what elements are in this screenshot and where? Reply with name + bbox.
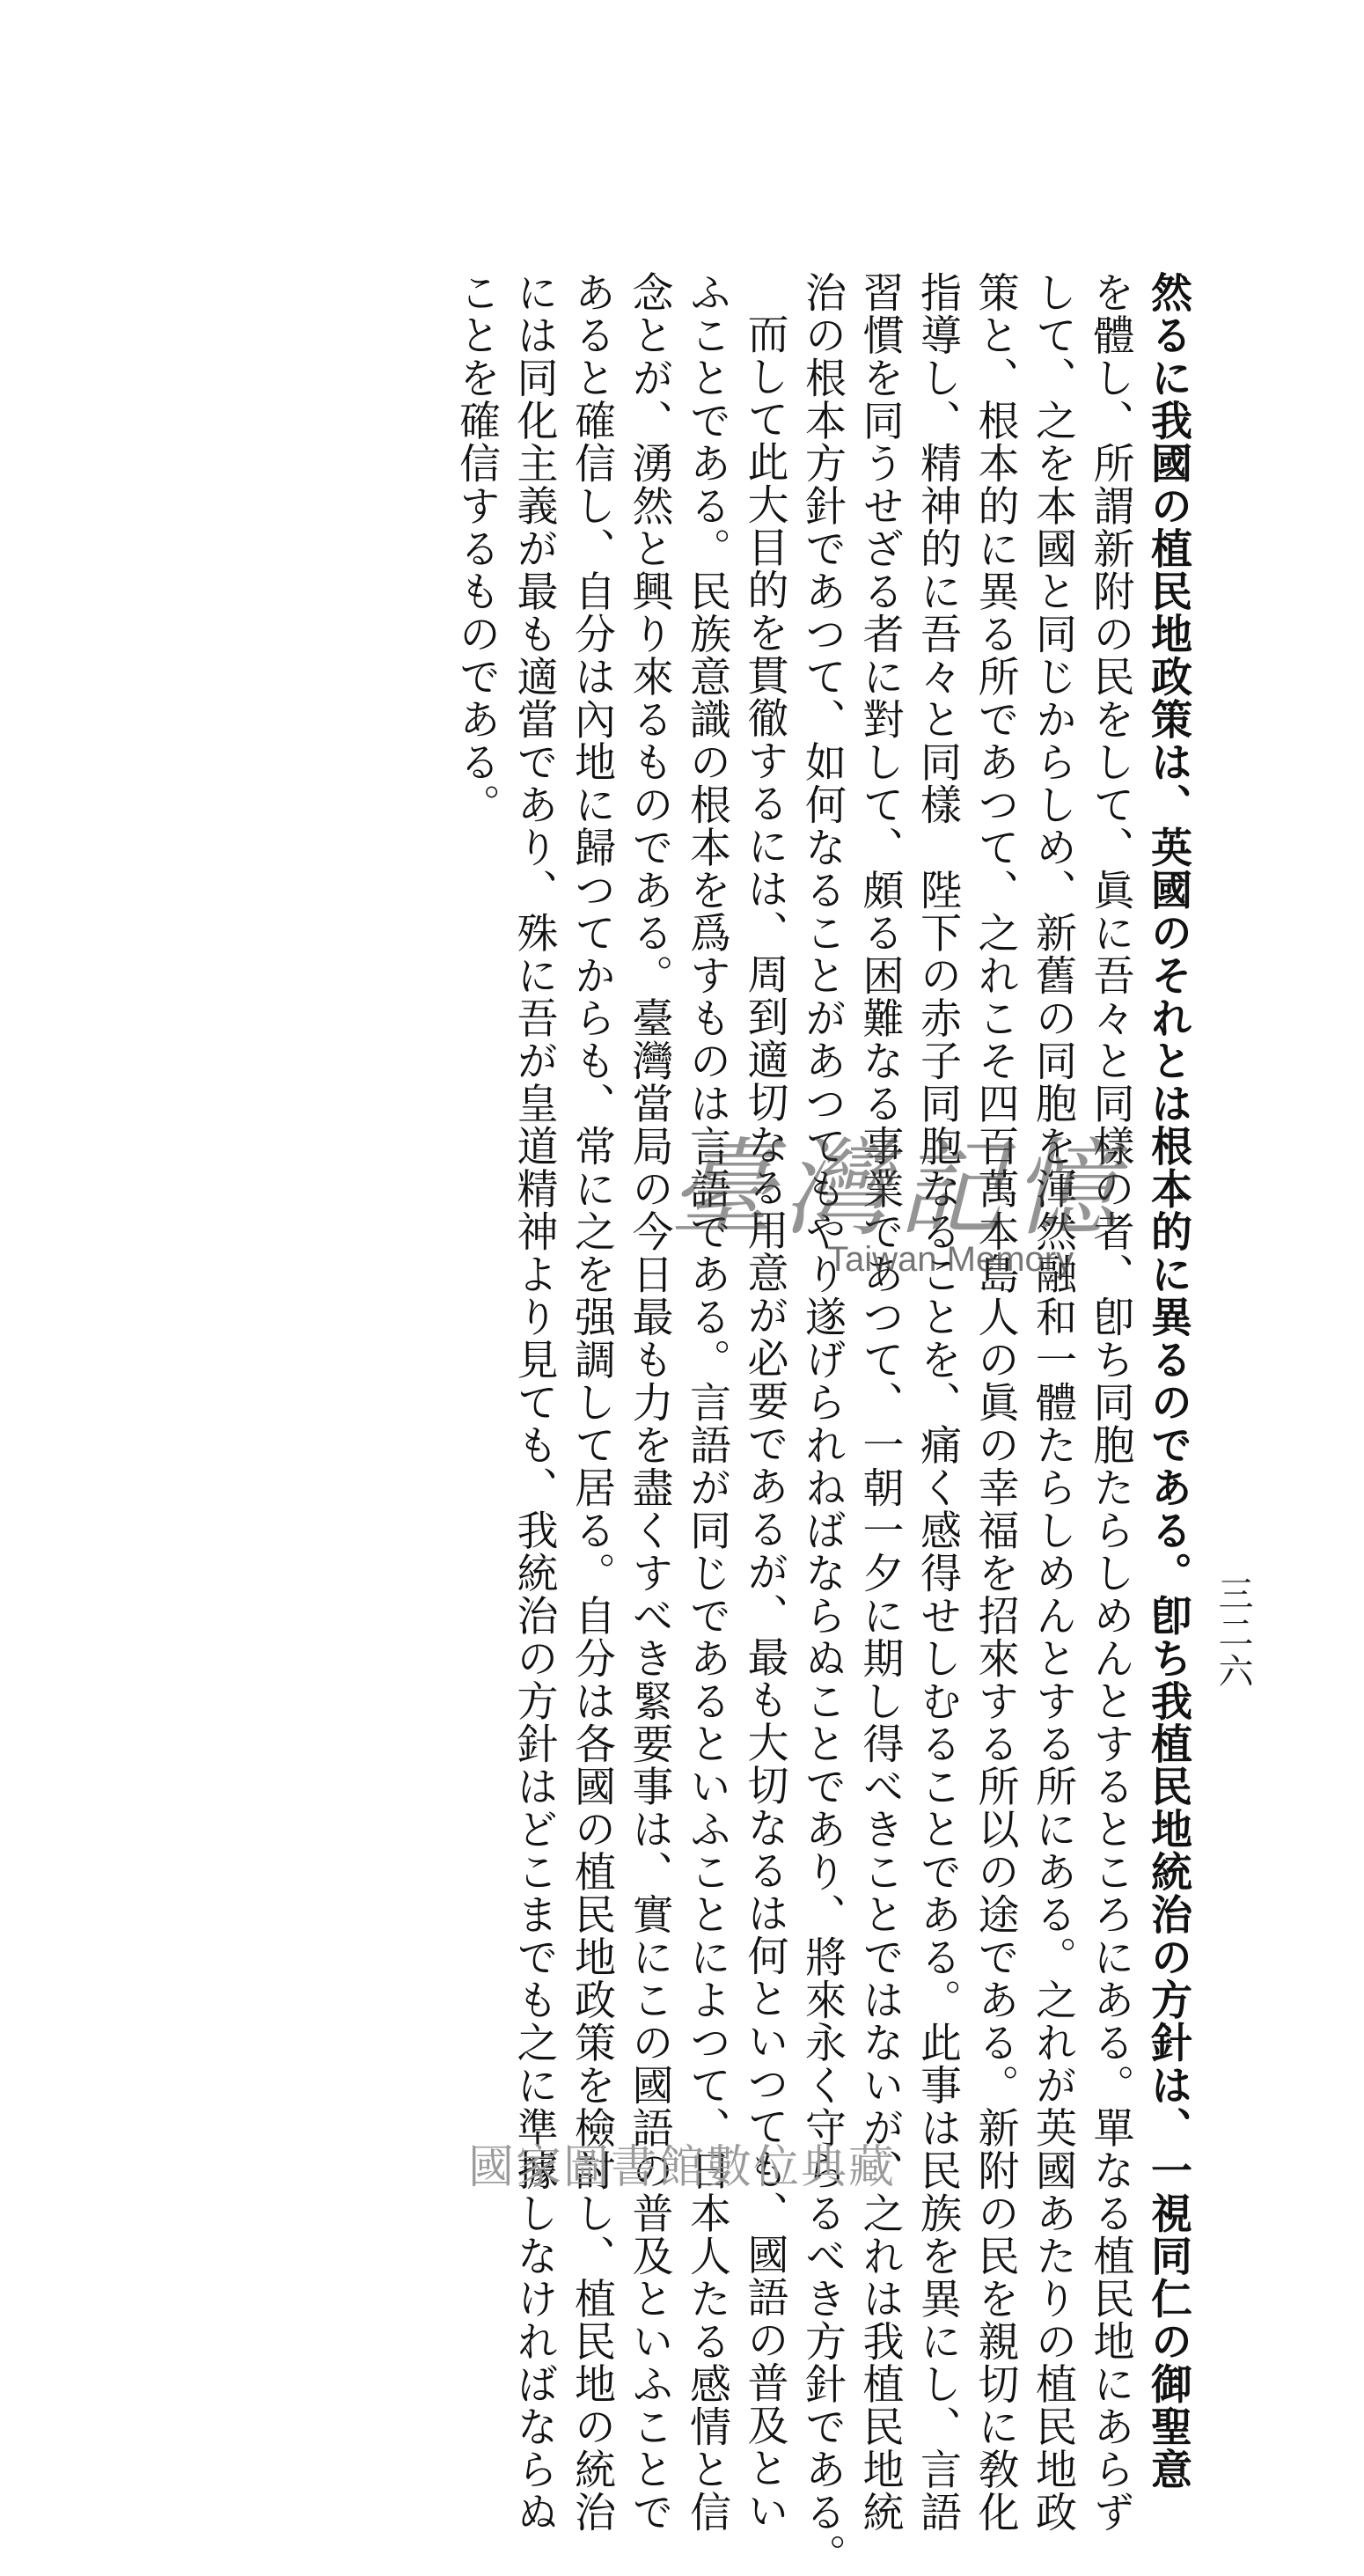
text-column: して、之を本國と同じからしめ、新舊の同胞を渾然融和一體たらしめんとする所にある。之れが英國あたりの植民地政 [1029, 271, 1077, 2534]
page-number: 三二六 [1213, 1575, 1253, 1692]
text-column: 念とが、湧然と興り來るものである。臺灣當局の今日最も力を盡くすべき緊要事は、實にこの國語の普及といふことで [625, 271, 674, 2534]
watermark-english: Taiwan Memory [827, 1240, 1074, 1279]
text-column: には同化主義が最も適當であり、殊に吾が皇道精神より見ても、我統治の方針はどこまでも之に準據しなければならぬ [510, 271, 559, 2534]
text-column: 策と、根本的に異る所であつて、之れこそ四百萬本島人の眞の幸福を招來する所以の途である。新附の民を親切に敎化 [971, 271, 1020, 2534]
text-column: あると確信し、自分は內地に歸つてからも、常に之を强調して居る。自分は各國の植民地政策を檢討し、植民地の統治 [568, 271, 616, 2534]
text-column: 而して此大目的を貫徹するには、周到適切なる用意が必要であるが、最も大切なるは何といつても、國語の普及とい [740, 312, 789, 2532]
footer-caption: 國家圖書館數位典藏 [467, 2141, 896, 2194]
text-column: 然るに我國の植民地政策は、英國のそれとは根本的に異るのである。卽ち我植民地統治の方針は、一視同仁の御聖意 [1144, 271, 1192, 2491]
text-column: ふことである。民族意識の根本を爲すものは言語である。言語が同じであるといふことによつて、日本人たる感情と信 [683, 271, 731, 2534]
watermark-cjk: 臺灣記憶 [669, 1128, 1126, 1251]
text-column: ことを確信するものである。 [452, 271, 501, 826]
text-column: 指導し、精神的に吾々と同樣 陛下の赤子同胞なることを、痛く感得せしむることである。此事は民族を異にし、言語 [913, 271, 962, 2534]
text-column: 治の根本方針であつて、如何なることがあつてもやり遂げられねばならぬことであり、將來永く守らるべき方針である。 [798, 271, 847, 2576]
text-column: 習慣を同うせざる者に對して、頗る困難なる事業であつて、一朝一夕に期し得べきことではないが、之れは我植民地統 [855, 271, 905, 2534]
text-column: を體し、所謂新附の民をして、眞に吾々と同樣の者、卽ち同胞たらしめんとするところにある。單なる植民地にあらず [1086, 271, 1135, 2534]
